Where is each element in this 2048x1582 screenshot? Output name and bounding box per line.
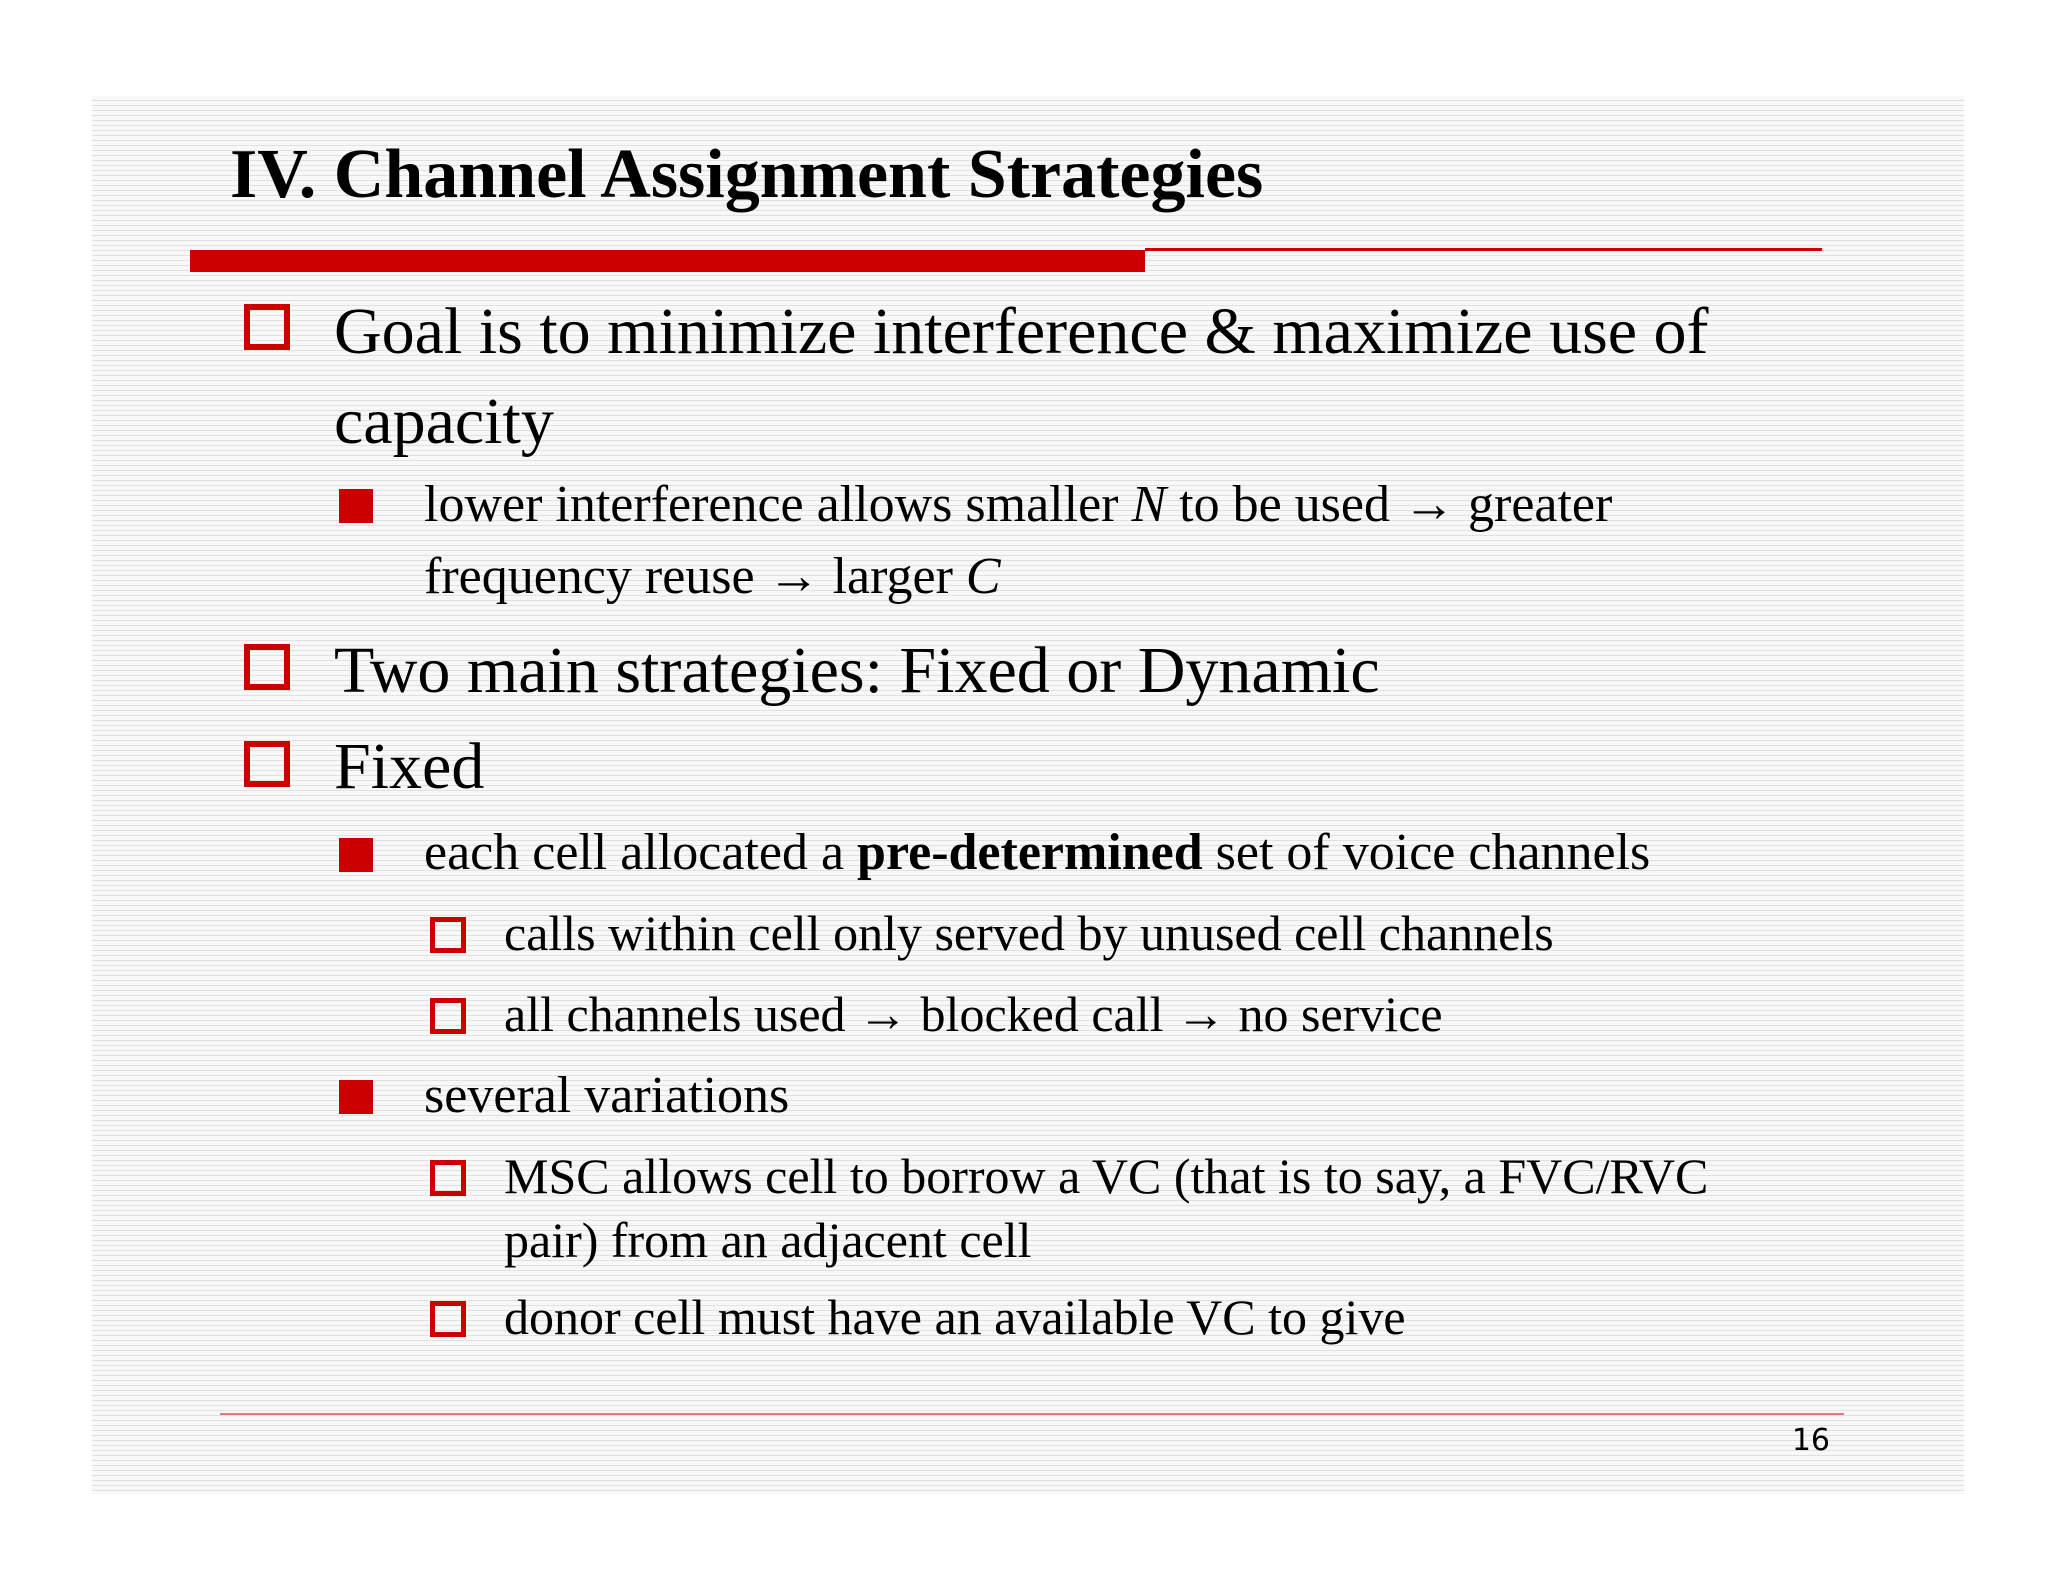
footer-divider xyxy=(220,1413,1844,1415)
bullet-donor-cell: donor cell must have an available VC to give xyxy=(504,1289,1406,1345)
filled-square-bullet-icon xyxy=(339,838,373,872)
hollow-square-bullet-icon xyxy=(430,1160,466,1196)
bullet-calls-within: calls within cell only served by unused cell channels xyxy=(504,905,1554,961)
hollow-square-bullet-icon xyxy=(244,644,290,690)
hollow-square-bullet-icon xyxy=(430,998,466,1034)
title-underline-thick xyxy=(190,250,1145,272)
bullet-lower-interference xyxy=(424,469,1612,613)
bullet-two-main-strategies: Two main strategies: Fixed or Dynamic xyxy=(334,634,1380,707)
variable-c: C xyxy=(965,548,1001,605)
text-segment: frequency reuse → larger xyxy=(424,548,966,605)
slide-title: IV. Channel Assignment Strategies xyxy=(230,136,1264,213)
bullet-lower-interference-line1 xyxy=(424,469,1612,541)
bullet-several-variations: several variations xyxy=(424,1067,790,1124)
bullet-msc-borrow xyxy=(504,1143,1708,1273)
bullet-goal-line1: Goal is to minimize interference & maximize use of xyxy=(334,295,1709,368)
text-segment: lower interference allows smaller xyxy=(424,476,1132,533)
bullet-goal xyxy=(334,287,1709,467)
title-underline-thin xyxy=(1145,248,1822,251)
hollow-square-bullet-icon xyxy=(244,741,290,787)
text-segment: to be used → greater xyxy=(1166,476,1613,533)
text-segment: each cell allocated a xyxy=(424,824,858,881)
hollow-square-bullet-icon xyxy=(430,917,466,953)
emphasis-pre-determined: pre-determined xyxy=(857,824,1203,881)
bullet-msc-borrow-line2: pair) from an adjacent cell xyxy=(504,1212,1032,1268)
hollow-square-bullet-icon xyxy=(430,1301,466,1337)
page-number: 16 xyxy=(1791,1423,1830,1458)
bullet-msc-borrow-line1: MSC allows cell to borrow a VC (that is to say, a FVC/RVC xyxy=(504,1148,1709,1204)
filled-square-bullet-icon xyxy=(339,489,373,523)
bullet-fixed: Fixed xyxy=(334,730,485,803)
bullet-all-channels: all channels used → blocked call → no service xyxy=(504,986,1443,1042)
bullet-lower-interference-line2 xyxy=(424,541,1612,613)
variable-n: N xyxy=(1131,476,1167,533)
filled-square-bullet-icon xyxy=(339,1080,373,1114)
hollow-square-bullet-icon xyxy=(244,304,290,350)
bullet-each-cell xyxy=(424,817,1650,889)
bullet-goal-line2: capacity xyxy=(334,385,554,458)
text-segment: set of voice channels xyxy=(1202,824,1651,881)
